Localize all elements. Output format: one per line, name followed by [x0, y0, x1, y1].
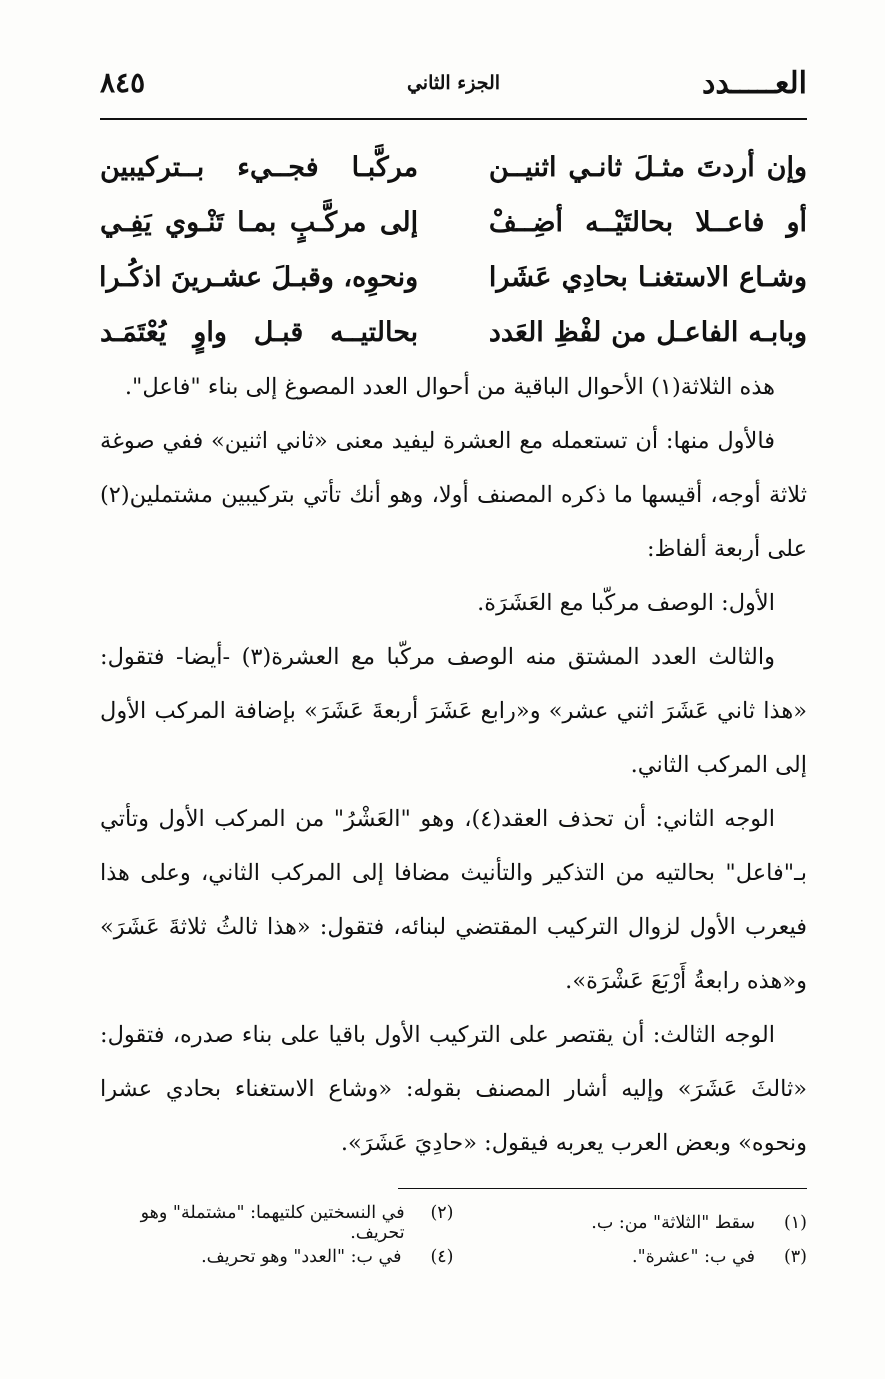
- verse-second-hemistich: بحالتيــه قبـل واوٍ يُعْتَمَـد: [100, 317, 419, 348]
- paragraph: فالأول منها: أن تستعمله مع العشرة ليفيد معنى «ثاني اثنين» ففي صوغة ثلاثة أوجه، أقيسها ما ذكره المصنف أولا، وهو أنك تأتي بتركيبين مشتملين(٢) على أربعة ألفاظ:: [100, 428, 807, 562]
- paragraph: الأول: الوصف مركّبا مع العَشَرَة.: [477, 590, 775, 616]
- verse-line: [100, 305, 807, 360]
- footnote-text: في ب: "العدد" وهو تحريف.: [201, 1247, 402, 1267]
- footnote-number: (٢): [430, 1203, 454, 1223]
- footnote: [100, 1247, 454, 1267]
- paragraph: والثالث العدد المشتق منه الوصف مركّبا مع العشرة(٣) -أيضا- فتقول: «هذا ثاني عَشَرَ اثني عشر» و«رابع عَشَرَ أربعةَ عَشَرَ» بإضافة المركب الأول إلى المركب الثاني.: [100, 644, 807, 778]
- verse-line: [100, 195, 807, 250]
- footnote-number: (١): [783, 1213, 807, 1233]
- verse-first-hemistich: وبابـه الفاعـل من لفْظِ العَدد: [488, 317, 807, 348]
- body-text: [100, 360, 807, 1170]
- header-rule: [100, 118, 807, 120]
- paragraph: الوجه الثاني: أن تحذف العقد(٤)، وهو "العَشْرُ" من المركب الأول وتأتي بـ"فاعل" بحالتيه من التذكير والتأنيث مضافا إلى المركب الثاني، وعلى هذا فيعرب الأول لزوال التركيب المقتضي لبنائه، فتقول: «هذا ثالثُ ثلاثةَ عَشَرَ» و«هذه رابعةُ أَرْبَعَ عَشْرَة».: [100, 806, 807, 994]
- verse-first-hemistich: وشـاع الاستغنـا بحادِي عَشَرا: [488, 262, 807, 293]
- verse-line: [100, 250, 807, 305]
- footnote-text: في النسختين كلتيهما: "مشتملة" وهو تحريف.: [140, 1203, 405, 1243]
- footnote: [100, 1203, 454, 1243]
- footnote-number: (٤): [430, 1247, 454, 1267]
- footnote-text: في ب: "عشرة".: [632, 1247, 755, 1267]
- verse-first-hemistich: أو فاعــلا بحالتَيْــه أضِــفْ: [488, 207, 807, 238]
- footnotes: [100, 1203, 807, 1274]
- footnote-row: [100, 1203, 807, 1243]
- chapter-title: العـــــدد: [702, 66, 807, 101]
- page-header: [100, 66, 807, 106]
- verse-line: [100, 140, 807, 195]
- footnote-rule: [398, 1188, 807, 1189]
- part-label: الجزء الثاني: [406, 72, 501, 94]
- page-number: ٨٤٥: [100, 66, 146, 99]
- paragraph: الوجه الثالث: أن يقتصر على التركيب الأول باقيا على بناء صدره، فتقول: «ثالثَ عَشَرَ» وإليه أشار المصنف بقوله: «وشاع الاستغناء بحادي عشرا ونحوه» وبعض العرب يعربه فيقول: «حادِيَ عَشَرَ».: [100, 1022, 807, 1156]
- verse-second-hemistich: مركَّبـا فجــيء بــتركيبين: [100, 152, 419, 183]
- verse-first-hemistich: وإن أردتَ مثـلَ ثانـي اثنيــن: [488, 152, 807, 183]
- footnote-row: [100, 1240, 807, 1274]
- verse-second-hemistich: إلى مركَّـبٍ بمـا تَنْـوي يَفِـي: [100, 207, 419, 238]
- verse-second-hemistich: ونحوِه، وقبـلَ عشـرينَ اذكُـرا: [98, 262, 419, 293]
- footnote-number: (٣): [783, 1247, 807, 1267]
- paragraph: هذه الثلاثة(١) الأحوال الباقية من أحوال العدد المصوغ إلى بناء "فاعل".: [124, 374, 775, 400]
- footnote: [454, 1213, 808, 1233]
- poem-verses: [100, 140, 807, 360]
- footnote-text: سقط "الثلاثة" من: ب.: [591, 1213, 755, 1233]
- footnote: [454, 1247, 808, 1267]
